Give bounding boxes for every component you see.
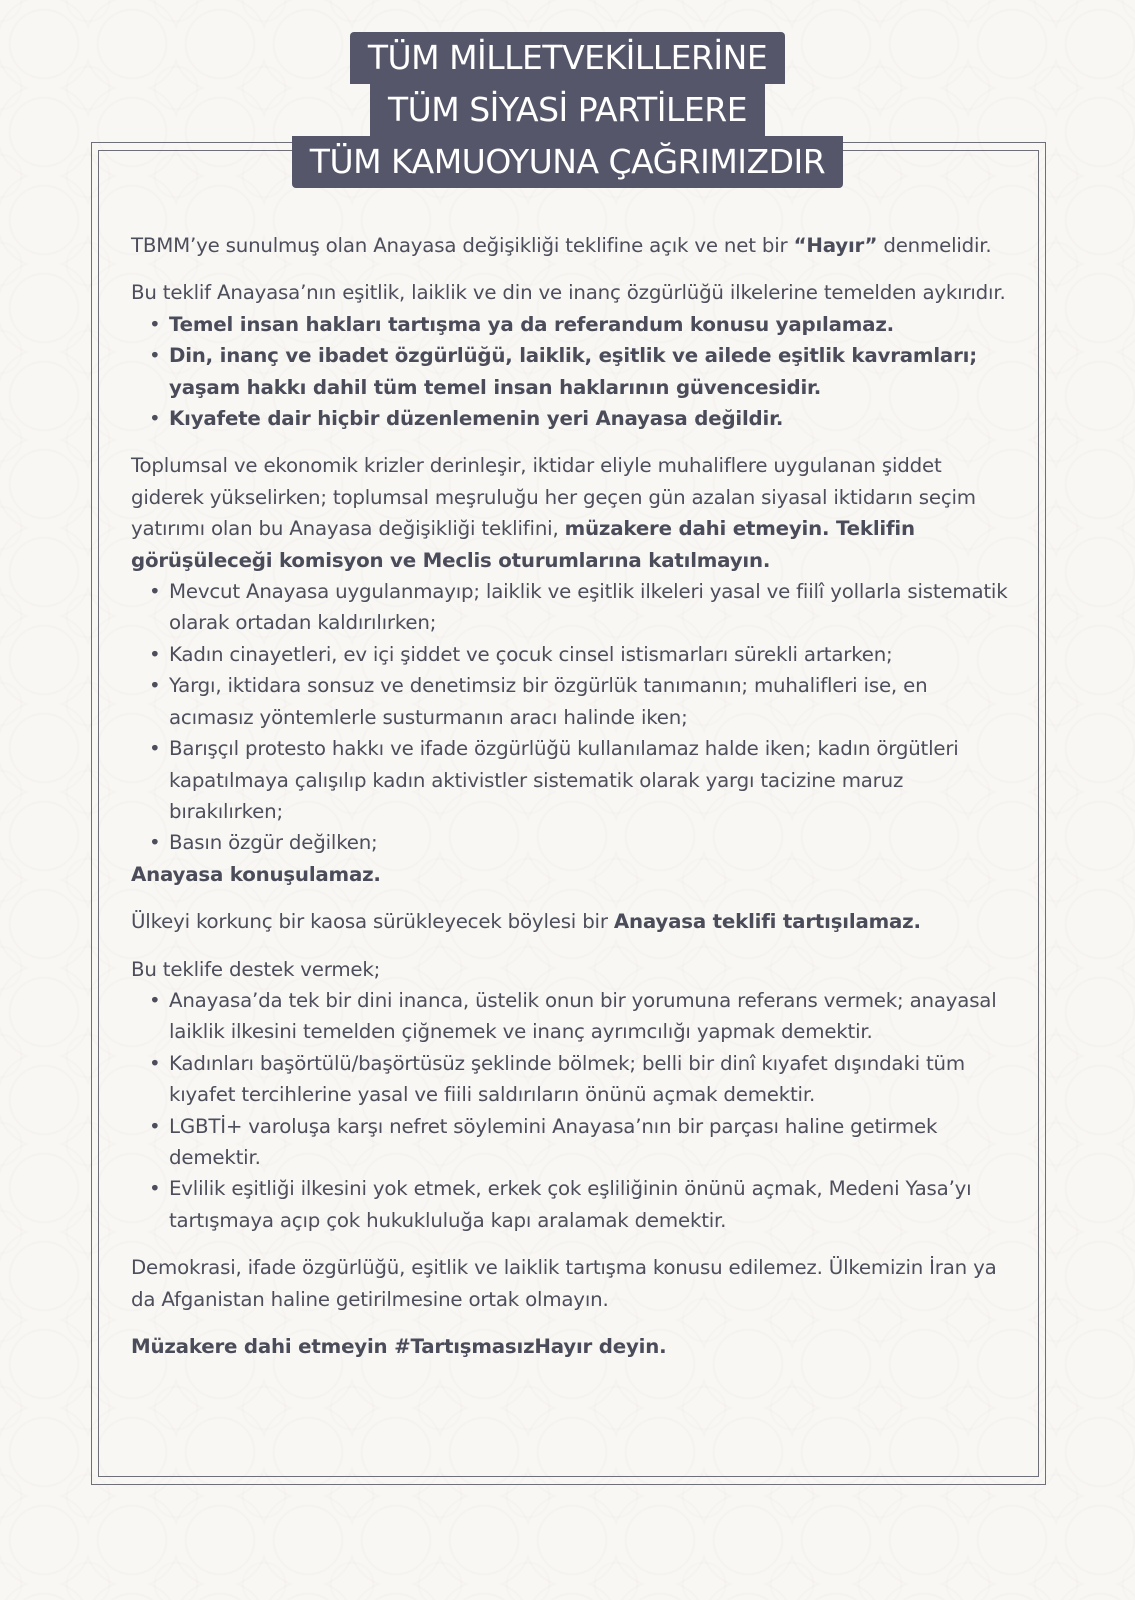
- letter-body: [131, 230, 1011, 1378]
- emphasis-hayir: “Hayır”: [793, 234, 878, 257]
- list-item: • Yargı, iktidara sonsuz ve denetimsiz bir özgürlük tanımanın; muhalifleri ise, en acımasız yöntemlerle susturmanın aracı halinde iken;: [169, 670, 1011, 733]
- hashtag-call: Müzakere dahi etmeyin #TartışmasızHayır deyin.: [131, 1335, 667, 1358]
- paragraph-crisis: Toplumsal ve ekonomik krizler derinleşir, iktidar eliyle muhaliflere uygulanan şiddet giderek yükselirken; toplumsal meşruluğu her geçen gün azalan siyasal iktidarın seçim yatırımı olan bu Anayasa değişikliği teklifini, müzakere dahi etmeyin. Teklifin görüşüleceği komisyon ve Meclis oturumlarına katılmayın.: [131, 454, 976, 572]
- paragraph-democracy: Demokrasi, ifade özgürlüğü, eşitlik ve laiklik tartışma konusu edilemez. Ülkemizin İran ya da Afganistan haline getirilmesine ortak olmayın.: [131, 1256, 997, 1311]
- title-line-public: TÜM KAMUOYUNA ÇAĞRIMIZDIR: [292, 136, 843, 188]
- emphasis-cannot-be-debated: Anayasa teklifi tartışılamaz.: [613, 910, 921, 934]
- title-line-deputies: TÜM MİLLETVEKİLLERİNE: [350, 32, 785, 84]
- closing-constitution-cannot-be-discussed: Anayasa konuşulamaz.: [131, 862, 381, 886]
- bullet-list-principles: [131, 309, 1011, 435]
- paragraph-chaos: Ülkeyi korkunç bir kaosa sürükleyecek böylesi bir Anayasa teklifi tartışılamaz.: [131, 910, 921, 934]
- paragraph-intro: TBMM’ye sunulmuş olan Anayasa değişikliği teklifine açık ve net bir “Hayır” denmelidir.: [131, 234, 992, 257]
- list-item: • Kadın cinayetleri, ev içi şiddet ve çocuk cinsel istismarları sürekli artarken;: [169, 639, 1011, 670]
- list-item: • Din, inanç ve ibadet özgürlüğü, laiklik, eşitlik ve ailede eşitlik kavramları; yaşam hakkı dahil tüm temel insan haklarının güvencesidir.: [169, 340, 1011, 403]
- list-item: • Evlilik eşitliği ilkesini yok etmek, erkek çok eşliliğinin önünü açmak, Medeni Yasa’yı tartışmaya açıp çok hukukluluğa kapı aralamak demektir.: [169, 1173, 1011, 1236]
- list-item: • LGBTİ+ varoluşa karşı nefret söylemini Anayasa’nın bir parçası haline getirmek demektir.: [169, 1111, 1011, 1174]
- list-item: • Kadınları başörtülü/başörtüsüz şeklinde bölmek; belli bir dinî kıyafet dışındaki tüm kıyafet tercihlerine yasal ve fiili saldırıların önünü açmak demektir.: [169, 1048, 1011, 1111]
- list-item: • Temel insan hakları tartışma ya da referandum konusu yapılamaz.: [169, 309, 1011, 340]
- title-line-parties: TÜM SİYASİ PARTİLERE: [370, 84, 765, 136]
- list-item: • Barışçıl protesto hakkı ve ifade özgürlüğü kullanılamaz halde iken; kadın örgütleri kapatılmaya çalışılıp kadın aktivistler sistematik olarak yargı tacizine maruz bırakılırken;: [169, 733, 1011, 827]
- paragraph-support-means: Bu teklife destek vermek;: [131, 957, 381, 981]
- list-item: • Basın özgür değilken;: [169, 827, 1011, 858]
- bullet-list-consequences: [131, 985, 1011, 1236]
- bullet-list-conditions: [131, 576, 1011, 859]
- list-item: • Kıyafete dair hiçbir düzenlemenin yeri Anayasa değildir.: [169, 403, 1011, 434]
- emphasis-do-not-negotiate: müzakere dahi etmeyin. Teklifin görüşüleceği komisyon ve Meclis oturumlarına katılmayın.: [131, 517, 915, 572]
- header-title: [0, 32, 1135, 188]
- list-item: • Anayasa’da tek bir dini inanca, üstelik onun bir yorumuna referans vermek; anayasal laiklik ilkesini temelden çiğnemek ve inanç ayrımcılığı yapmak demektir.: [169, 985, 1011, 1048]
- paragraph-constitution: Bu teklif Anayasa’nın eşitlik, laiklik ve din ve inanç özgürlüğü ilkelerine temelden aykırıdır.: [131, 281, 1006, 305]
- list-item: • Mevcut Anayasa uygulanmayıp; laiklik ve eşitlik ilkeleri yasal ve fiilî yollarla sistematik olarak ortadan kaldırılırken;: [169, 576, 1011, 639]
- closing-call: [131, 1331, 1011, 1362]
